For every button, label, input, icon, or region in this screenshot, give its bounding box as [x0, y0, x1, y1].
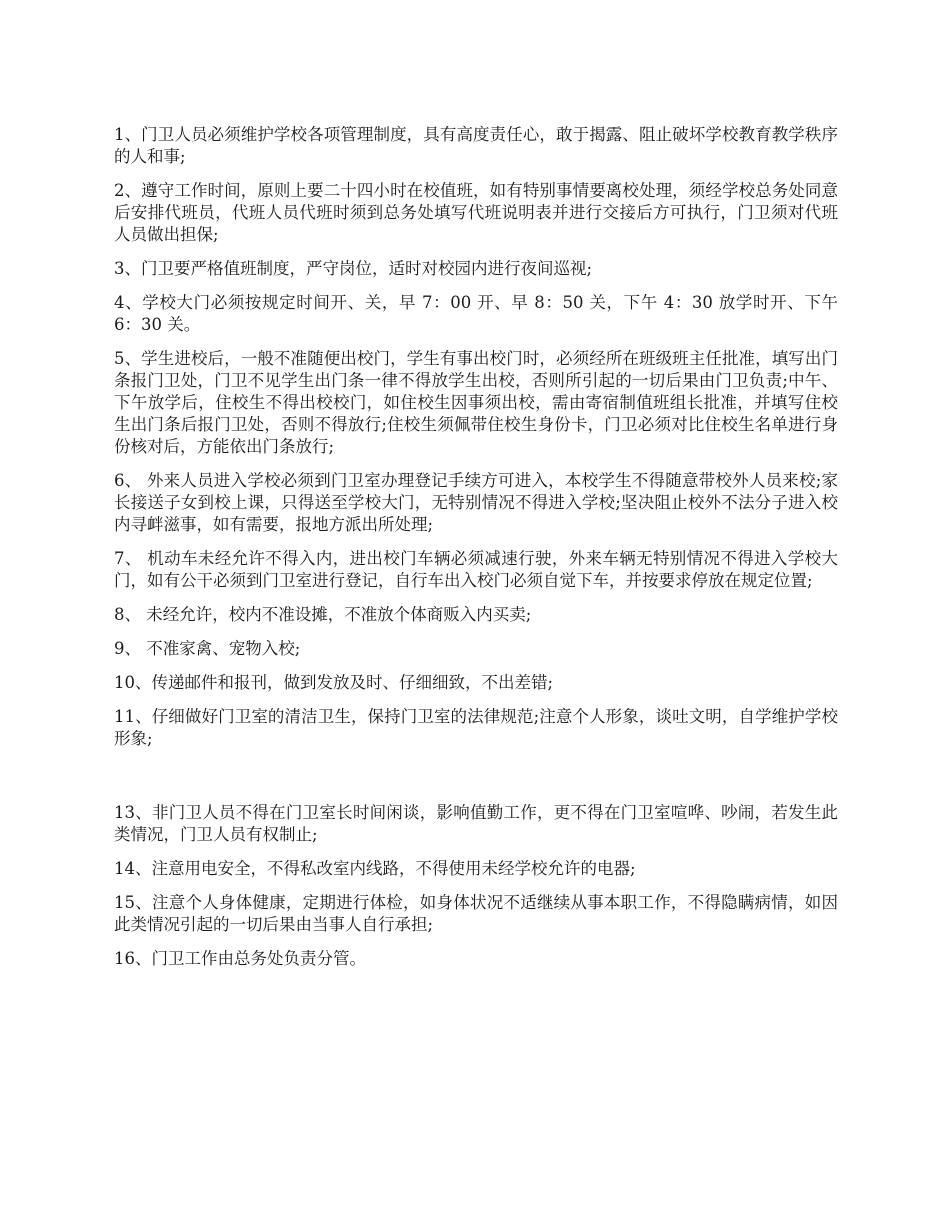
- rule-5: 5、学生进校后，一般不准随便出校门，学生有事出校门时，必须经所在班级班主任批准，填写出门条报门卫处，门卫不见学生出门条一律不得放学生出校，否则所引起的一切后果由门卫负责;中午、下午放学后，住校生不得出校校门，如住校生因事须出校，需由寄宿制值班组长批准，并填写住校生出门条后报门卫处，否则不得放行;住校生须佩带住校生身份卡，门卫必须对比住校生名单进行身份核对后，方能依出门条放行;: [114, 349, 838, 456]
- rule-13: 13、非门卫人员不得在门卫室长时间闲谈，影响值勤工作，更不得在门卫室喧哗、吵闹，若发生此类情况，门卫人员有权制止;: [114, 803, 838, 844]
- rule-4: 4、学校大门必须按规定时间开、关，早 7：00 开、早 8：50 关，下午 4：30 放学时开、下午 6：30 关。: [114, 293, 838, 334]
- rule-1: 1、门卫人员必须维护学校各项管理制度，具有高度责任心，敢于揭露、阻止破坏学校教育教学秩序的人和事;: [114, 125, 838, 166]
- rule-10: 10、传递邮件和报刊，做到发放及时、仔细细致，不出差错;: [114, 673, 554, 692]
- blank-gap: [114, 762, 838, 802]
- document-body: [114, 124, 838, 982]
- rule-7: 7、 机动车未经允许不得入内，进出校门车辆必须减速行驶，外来车辆无特别情况不得进入学校大门，如有公干必须到门卫室进行登记，自行车出入校门必须自觉下车，并按要求停放在规定位置;: [114, 549, 838, 590]
- rule-6: 6、 外来人员进入学校必须到门卫室办理登记手续方可进入，本校学生不得随意带校外人员来校;家长接送子女到校上课，只得送至学校大门，无特别情况不得进入学校;坚决阻止校外不法分子进入校内寻衅滋事，如有需要，报地方派出所处理;: [114, 471, 838, 534]
- rule-2: 2、遵守工作时间，原则上要二十四小时在校值班，如有特别事情要离校处理，须经学校总务处同意后安排代班员，代班人员代班时须到总务处填写代班说明表并进行交接后方可执行，门卫须对代班人员做出担保;: [114, 181, 838, 244]
- rule-15: 15、注意个人身体健康，定期进行体检，如身体状况不适继续从事本职工作，不得隐瞒病情，如因此类情况引起的一切后果由当事人自行承担;: [114, 893, 838, 934]
- rule-14: 14、注意用电安全，不得私改室内线路，不得使用未经学校允许的电器;: [114, 859, 636, 878]
- rule-11: 11、仔细做好门卫室的清洁卫生，保持门卫室的法律规范;注意个人形象，谈吐文明，自学维护学校形象;: [114, 707, 838, 748]
- rule-8: 8、 未经允许，校内不准设摊，不准放个体商贩入内买卖;: [114, 605, 532, 624]
- rule-9: 9、 不准家禽、宠物入校;: [114, 639, 301, 658]
- rule-3: 3、门卫要严格值班制度，严守岗位，适时对校园内进行夜间巡视;: [114, 259, 593, 278]
- rule-16: 16、门卫工作由总务处负责分管。: [114, 949, 366, 968]
